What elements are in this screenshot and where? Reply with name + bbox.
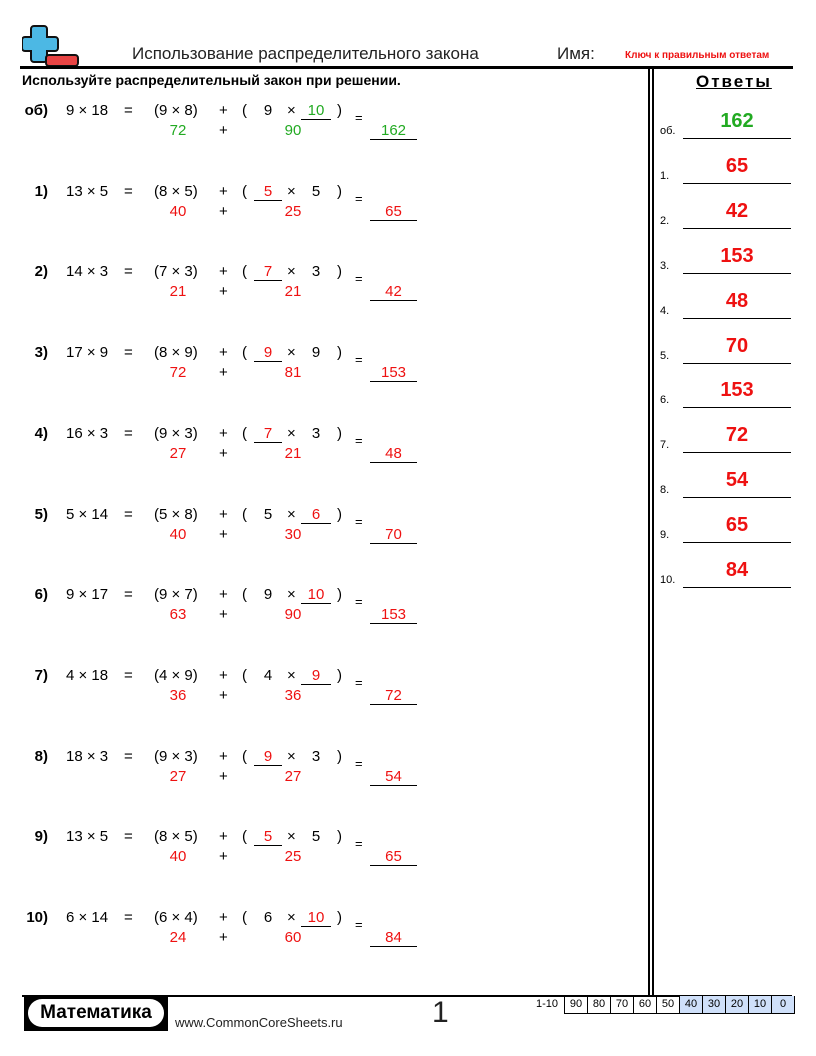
right-paren: ) bbox=[337, 102, 342, 119]
answer-value: 153 bbox=[720, 379, 754, 402]
left-paren: ( bbox=[242, 828, 247, 846]
partial-product-2: 25 bbox=[284, 202, 302, 220]
left-paren: ( bbox=[242, 263, 247, 281]
score-cell: 0 bbox=[772, 996, 795, 1014]
problem-number: 9) bbox=[34, 828, 48, 846]
equals-sign: = bbox=[124, 424, 133, 442]
factor-b: 10 bbox=[301, 909, 331, 927]
plus-sign: + bbox=[219, 606, 228, 624]
right-paren: ) bbox=[337, 909, 342, 926]
expression: 9 × 17 bbox=[66, 586, 109, 604]
partial-product-2: 30 bbox=[284, 525, 302, 543]
score-range-label: 1-10 bbox=[536, 998, 559, 1010]
problem-number: 10) bbox=[26, 909, 48, 926]
answer-line bbox=[683, 363, 791, 364]
factor-a: 7 bbox=[254, 263, 282, 281]
expression: 17 × 9 bbox=[66, 344, 109, 362]
answer-line bbox=[683, 542, 791, 543]
answer-value: 48 bbox=[725, 289, 749, 312]
factor-b: 3 bbox=[311, 747, 321, 765]
right-paren: ) bbox=[337, 424, 342, 442]
left-paren: ( bbox=[242, 182, 247, 200]
answer-value: 72 bbox=[725, 424, 749, 447]
left-paren: ( bbox=[242, 666, 247, 684]
first-group: (5 × 8) bbox=[154, 505, 198, 523]
problem-number: 2) bbox=[34, 263, 48, 281]
answer-value: 65 bbox=[725, 514, 749, 537]
answer-row bbox=[658, 189, 793, 229]
partial-product-1: 40 bbox=[169, 848, 187, 866]
answer-value: 84 bbox=[725, 559, 749, 581]
answer-label: об. bbox=[660, 125, 676, 137]
partial-product-2: 25 bbox=[284, 848, 302, 866]
result-answer: 72 bbox=[370, 687, 417, 705]
plus-sign: + bbox=[219, 102, 228, 119]
expression: 14 × 3 bbox=[66, 263, 109, 281]
times-sign: × bbox=[287, 182, 296, 200]
answer-line bbox=[683, 407, 791, 408]
answer-line bbox=[683, 587, 791, 588]
left-paren: ( bbox=[242, 102, 247, 119]
expression: 9 × 18 bbox=[66, 102, 109, 119]
plus-sign: + bbox=[219, 747, 228, 765]
result-answer: 54 bbox=[370, 768, 417, 786]
answer-line bbox=[683, 318, 791, 319]
first-group: (7 × 3) bbox=[154, 263, 198, 281]
factor-b: 5 bbox=[311, 182, 321, 200]
times-sign: × bbox=[287, 747, 296, 765]
result-answer: 48 bbox=[370, 445, 417, 463]
left-paren: ( bbox=[242, 424, 247, 442]
answer-value: 70 bbox=[725, 334, 749, 357]
partial-product-1: 40 bbox=[169, 202, 187, 220]
first-group: (9 × 3) bbox=[154, 424, 198, 442]
header-divider bbox=[20, 66, 793, 69]
answer-label: 4. bbox=[660, 304, 670, 317]
partial-product-2: 60 bbox=[284, 929, 302, 946]
factor-a: 7 bbox=[254, 425, 282, 443]
partial-product-1: 24 bbox=[169, 929, 187, 946]
factor-b: 10 bbox=[301, 586, 331, 604]
plus-sign: + bbox=[219, 828, 228, 846]
answer-row bbox=[658, 144, 793, 184]
first-group: (8 × 5) bbox=[154, 828, 198, 846]
factor-a: 9 bbox=[254, 748, 282, 766]
result-answer: 153 bbox=[370, 606, 417, 624]
score-cell: 70 bbox=[611, 996, 634, 1014]
factor-a: 5 bbox=[254, 183, 282, 201]
answer-line bbox=[683, 273, 791, 274]
times-sign: × bbox=[287, 666, 296, 684]
result-answer: 162 bbox=[370, 122, 417, 140]
score-table bbox=[564, 996, 795, 1014]
problem-number: 8) bbox=[34, 747, 48, 765]
problem-number: 5) bbox=[34, 505, 48, 523]
page-number: 1 bbox=[432, 996, 449, 1029]
equals-sign: = bbox=[355, 190, 363, 206]
plus-sign: + bbox=[219, 202, 228, 220]
partial-product-1: 63 bbox=[169, 606, 187, 624]
factor-b: 10 bbox=[301, 102, 331, 120]
partial-product-1: 72 bbox=[169, 122, 187, 139]
factor-a: 9 bbox=[263, 586, 273, 604]
problem-number: 1) bbox=[34, 182, 48, 200]
factor-b: 9 bbox=[311, 344, 321, 362]
answer-row bbox=[658, 503, 793, 543]
plus-sign: + bbox=[219, 424, 228, 442]
answer-label: 8. bbox=[660, 484, 670, 497]
partial-product-1: 40 bbox=[169, 525, 187, 543]
partial-product-1: 27 bbox=[169, 444, 187, 462]
answer-value: 153 bbox=[720, 244, 754, 267]
answer-value: 42 bbox=[725, 199, 749, 222]
problem-row bbox=[0, 344, 640, 404]
plus-sign: + bbox=[219, 686, 228, 704]
problem-row bbox=[0, 909, 640, 969]
expression: 16 × 3 bbox=[66, 424, 109, 442]
result-answer: 65 bbox=[370, 848, 417, 866]
equals-sign: = bbox=[124, 747, 133, 765]
expression: 5 × 14 bbox=[66, 505, 109, 523]
column-divider bbox=[652, 68, 654, 996]
partial-product-1: 27 bbox=[169, 767, 187, 785]
problem-number: 7) bbox=[34, 666, 48, 684]
plus-sign: + bbox=[219, 848, 228, 866]
problem-row bbox=[0, 506, 640, 566]
logo-plus-minus-icon bbox=[22, 24, 80, 68]
equals-sign: = bbox=[355, 271, 363, 287]
equals-sign: = bbox=[355, 110, 363, 125]
partial-product-1: 36 bbox=[169, 686, 187, 704]
answer-value: 54 bbox=[725, 469, 749, 492]
answer-row bbox=[658, 234, 793, 274]
equals-sign: = bbox=[124, 344, 133, 362]
left-paren: ( bbox=[242, 747, 247, 765]
partial-product-2: 21 bbox=[284, 283, 302, 301]
result-answer: 42 bbox=[370, 283, 417, 301]
plus-sign: + bbox=[219, 182, 228, 200]
partial-product-1: 21 bbox=[169, 283, 187, 301]
plus-sign: + bbox=[219, 909, 228, 926]
answer-label: 6. bbox=[660, 394, 670, 407]
answer-line bbox=[683, 497, 791, 498]
result-answer: 84 bbox=[370, 929, 417, 947]
first-group: (9 × 7) bbox=[154, 586, 198, 604]
expression: 13 × 5 bbox=[66, 182, 109, 200]
problem-row bbox=[0, 586, 640, 646]
times-sign: × bbox=[287, 102, 296, 119]
example-problem bbox=[0, 102, 640, 162]
partial-product-1: 72 bbox=[169, 364, 187, 382]
problem-row bbox=[0, 748, 640, 808]
problem-number: 4) bbox=[34, 424, 48, 442]
answer-row bbox=[658, 324, 793, 364]
column-divider bbox=[648, 68, 650, 996]
plus-sign: + bbox=[219, 283, 228, 301]
expression: 13 × 5 bbox=[66, 828, 109, 846]
right-paren: ) bbox=[337, 505, 342, 523]
factor-a: 5 bbox=[254, 828, 282, 846]
right-paren: ) bbox=[337, 344, 342, 362]
factor-a: 9 bbox=[254, 344, 282, 362]
times-sign: × bbox=[287, 344, 296, 362]
problem-row bbox=[0, 667, 640, 727]
right-paren: ) bbox=[337, 263, 342, 281]
worksheet-title: Использование распределительного закона bbox=[132, 44, 479, 63]
equals-sign: = bbox=[355, 352, 363, 368]
left-paren: ( bbox=[242, 344, 247, 362]
answer-label: 2. bbox=[660, 214, 670, 227]
problem-row bbox=[0, 263, 640, 323]
factor-b: 6 bbox=[301, 506, 331, 524]
brand-label: Математика bbox=[28, 999, 164, 1027]
plus-sign: + bbox=[219, 263, 228, 281]
score-cell: 80 bbox=[588, 996, 611, 1014]
right-paren: ) bbox=[337, 586, 342, 604]
first-group: (8 × 5) bbox=[154, 182, 198, 200]
times-sign: × bbox=[287, 505, 296, 523]
answer-label: 10. bbox=[660, 574, 676, 586]
equals-sign: = bbox=[355, 594, 363, 610]
plus-sign: + bbox=[219, 344, 228, 362]
expression: 6 × 14 bbox=[66, 909, 109, 926]
answer-label: 1. bbox=[660, 169, 670, 182]
equals-sign: = bbox=[124, 505, 133, 523]
score-cell: 90 bbox=[565, 996, 588, 1014]
times-sign: × bbox=[287, 424, 296, 442]
answer-line bbox=[683, 183, 791, 184]
answer-row bbox=[658, 279, 793, 319]
answer-label: 5. bbox=[660, 349, 670, 362]
factor-b: 3 bbox=[311, 263, 321, 281]
score-cell: 50 bbox=[657, 996, 680, 1014]
partial-product-2: 21 bbox=[284, 444, 302, 462]
first-group: (8 × 9) bbox=[154, 344, 198, 362]
plus-sign: + bbox=[219, 444, 228, 462]
result-answer: 153 bbox=[370, 364, 417, 382]
plus-sign: + bbox=[219, 929, 228, 946]
times-sign: × bbox=[287, 909, 296, 926]
answer-label: 3. bbox=[660, 259, 670, 272]
first-group: (9 × 3) bbox=[154, 747, 198, 765]
answer-row bbox=[658, 413, 793, 453]
score-cell: 20 bbox=[726, 996, 749, 1014]
problem-number: 6) bbox=[34, 586, 48, 604]
plus-sign: + bbox=[219, 525, 228, 543]
partial-product-2: 36 bbox=[284, 686, 302, 704]
partial-product-2: 90 bbox=[284, 606, 302, 624]
answer-value: 162 bbox=[720, 110, 754, 132]
first-group: (6 × 4) bbox=[154, 909, 198, 926]
plus-sign: + bbox=[219, 666, 228, 684]
factor-b: 5 bbox=[311, 828, 321, 846]
equals-sign: = bbox=[124, 102, 133, 119]
times-sign: × bbox=[287, 263, 296, 281]
factor-b: 9 bbox=[301, 667, 331, 685]
equals-sign: = bbox=[124, 828, 133, 846]
equals-sign: = bbox=[124, 909, 133, 926]
plus-sign: + bbox=[219, 122, 228, 139]
result-answer: 65 bbox=[370, 203, 417, 221]
right-paren: ) bbox=[337, 666, 342, 684]
instructions: Используйте распределительный закон при решении. bbox=[22, 72, 401, 88]
plus-sign: + bbox=[219, 364, 228, 382]
answer-line bbox=[683, 138, 791, 139]
factor-a: 4 bbox=[263, 666, 273, 684]
left-paren: ( bbox=[242, 505, 247, 523]
equals-sign: = bbox=[355, 674, 363, 690]
problem-row bbox=[0, 828, 640, 888]
right-paren: ) bbox=[337, 182, 342, 200]
answer-row bbox=[658, 458, 793, 498]
right-paren: ) bbox=[337, 828, 342, 846]
answer-line bbox=[683, 452, 791, 453]
plus-sign: + bbox=[219, 767, 228, 785]
problem-number: об) bbox=[24, 102, 48, 119]
problem-row bbox=[0, 183, 640, 243]
equals-sign: = bbox=[355, 755, 363, 771]
answer-row bbox=[658, 99, 793, 139]
factor-b: 3 bbox=[311, 424, 321, 442]
score-cell: 10 bbox=[749, 996, 772, 1014]
score-cell: 40 bbox=[680, 996, 703, 1014]
partial-product-2: 27 bbox=[284, 767, 302, 785]
equals-sign: = bbox=[355, 917, 363, 932]
equals-sign: = bbox=[124, 586, 133, 604]
answer-key-label: Ключ к правильным ответам bbox=[625, 50, 770, 61]
equals-sign: = bbox=[355, 513, 363, 529]
expression: 18 × 3 bbox=[66, 747, 109, 765]
times-sign: × bbox=[287, 586, 296, 604]
plus-sign: + bbox=[219, 505, 228, 523]
expression: 4 × 18 bbox=[66, 666, 109, 684]
left-paren: ( bbox=[242, 909, 247, 926]
answer-row bbox=[658, 368, 793, 408]
right-paren: ) bbox=[337, 747, 342, 765]
answer-label: 7. bbox=[660, 439, 670, 452]
result-answer: 70 bbox=[370, 526, 417, 544]
answer-value: 65 bbox=[725, 154, 749, 177]
answer-row bbox=[658, 548, 793, 588]
equals-sign: = bbox=[124, 263, 133, 281]
partial-product-2: 81 bbox=[284, 364, 302, 382]
equals-sign: = bbox=[355, 836, 363, 852]
factor-a: 9 bbox=[263, 102, 273, 119]
equals-sign: = bbox=[355, 432, 363, 448]
equals-sign: = bbox=[124, 182, 133, 200]
left-paren: ( bbox=[242, 586, 247, 604]
problem-number: 3) bbox=[34, 344, 48, 362]
score-cell: 60 bbox=[634, 996, 657, 1014]
problem-row bbox=[0, 425, 640, 485]
times-sign: × bbox=[287, 828, 296, 846]
first-group: (4 × 9) bbox=[154, 666, 198, 684]
answer-line bbox=[683, 228, 791, 229]
answer-label: 9. bbox=[660, 529, 670, 542]
site-url: www.CommonCoreSheets.ru bbox=[175, 1015, 343, 1030]
answers-heading: Ответы bbox=[696, 72, 772, 91]
factor-a: 6 bbox=[263, 909, 273, 926]
score-cell: 30 bbox=[703, 996, 726, 1014]
equals-sign: = bbox=[124, 666, 133, 684]
plus-sign: + bbox=[219, 586, 228, 604]
partial-product-2: 90 bbox=[284, 122, 302, 139]
factor-a: 5 bbox=[263, 505, 273, 523]
first-group: (9 × 8) bbox=[154, 102, 198, 119]
name-label: Имя: bbox=[557, 44, 595, 63]
